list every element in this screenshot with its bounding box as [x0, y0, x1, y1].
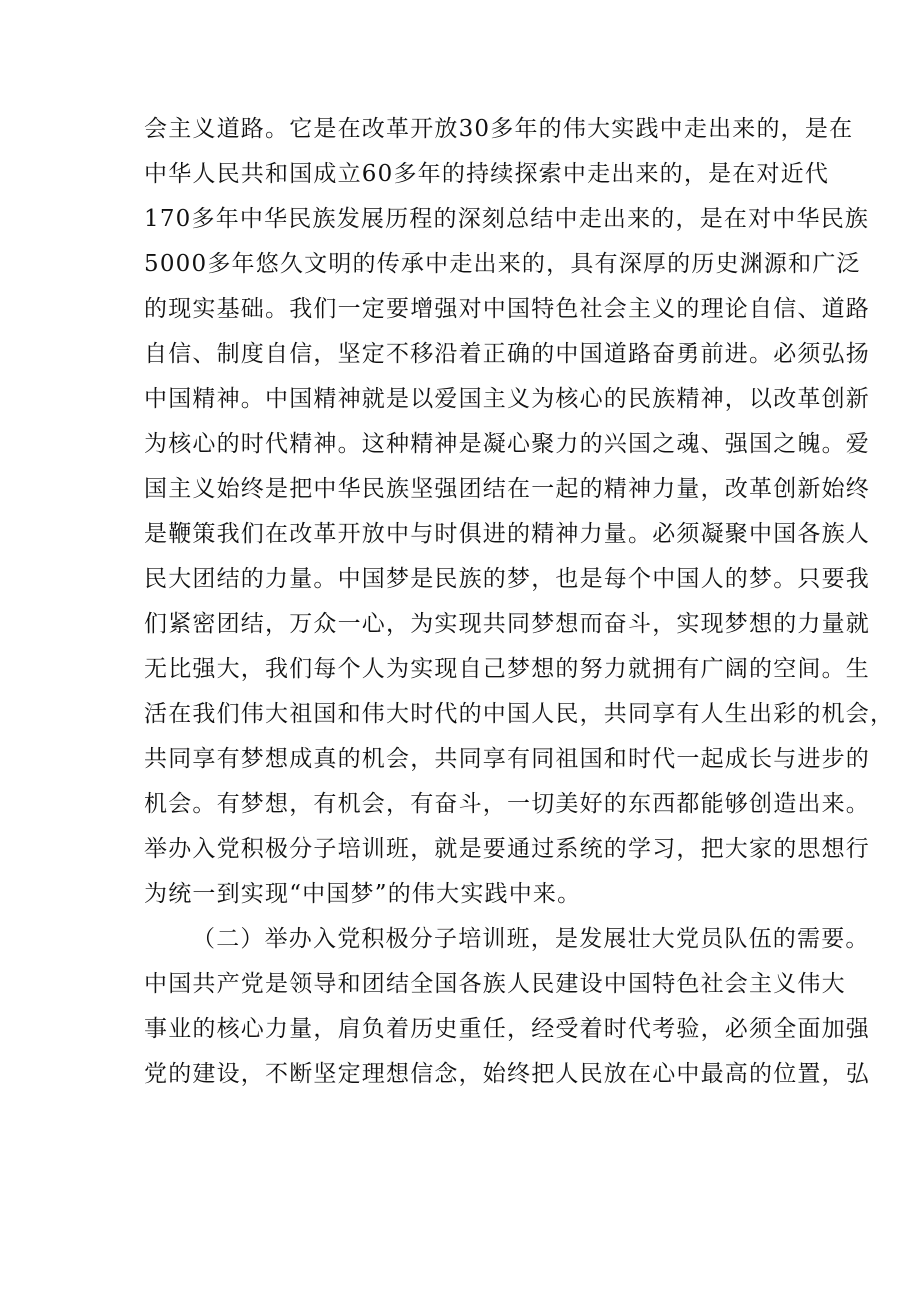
text-line: 中国共产党是领导和团结全国各族人民建设中国特色社会主义伟大 [144, 971, 846, 997]
text-line: 国主义始终是把中华民族坚强团结在一起的精神力量，改革创新始终 [144, 476, 870, 502]
text-line: 的现实基础。我们一定要增强对中国特色社会主义的理论自信、道路 [144, 296, 870, 322]
text-line: 170多年中华民族发展历程的深刻总结中走出来的，是在对中华民族 [144, 206, 870, 232]
text-line: 们紧密团结，万众一心，为实现共同梦想而奋斗，实现梦想的力量就 [144, 611, 870, 637]
text-line: 民大团结的力量。中国梦是民族的梦，也是每个中国人的梦。只要我 [144, 566, 870, 592]
text-line: 5000多年悠久文明的传承中走出来的，具有深厚的历史渊源和广泛 [144, 251, 861, 277]
text-line: 为统一到实现“中国梦”的伟大实践中来。 [144, 881, 582, 907]
text-line: 共同享有梦想成真的机会，共同享有同祖国和时代一起成长与进步的 [144, 746, 870, 772]
text-line: 中国精神。中国精神就是以爱国主义为核心的民族精神，以改革创新 [144, 386, 870, 412]
text-line: 会主义道路。它是在改革开放30多年的伟大实践中走出来的，是在 [144, 116, 854, 142]
text-line: 中华人民共和国成立60多年的持续探索中走出来的，是在对近代 [144, 161, 830, 187]
text-line: 自信、制度自信，坚定不移沿着正确的中国道路奋勇前进。必须弘扬 [144, 341, 870, 367]
text-line: 事业的核心力量，肩负着历史重任，经受着时代考验，必须全面加强 [144, 1016, 870, 1042]
text-line: 举办入党积极分子培训班，就是要通过系统的学习，把大家的思想行 [144, 836, 870, 862]
text-line: 党的建设，不断坚定理想信念，始终把人民放在心中最高的位置，弘 [144, 1061, 870, 1087]
text-line: 为核心的时代精神。这种精神是凝心聚力的兴国之魂、强国之魄。爱 [144, 431, 870, 457]
section-heading-line: （二）举办入党积极分子培训班，是发展壮大党员队伍的需要。 [192, 926, 870, 952]
text-line: 活在我们伟大祖国和伟大时代的中国人民，共同享有人生出彩的机会， [144, 701, 895, 727]
text-line: 是鞭策我们在改革开放中与时俱进的精神力量。必须凝聚中国各族人 [144, 521, 870, 547]
text-line: 无比强大，我们每个人为实现自己梦想的努力就拥有广阔的空间。生 [144, 656, 870, 682]
text-line: 机会。有梦想，有机会，有奋斗，一切美好的东西都能够创造出来。 [144, 791, 870, 817]
